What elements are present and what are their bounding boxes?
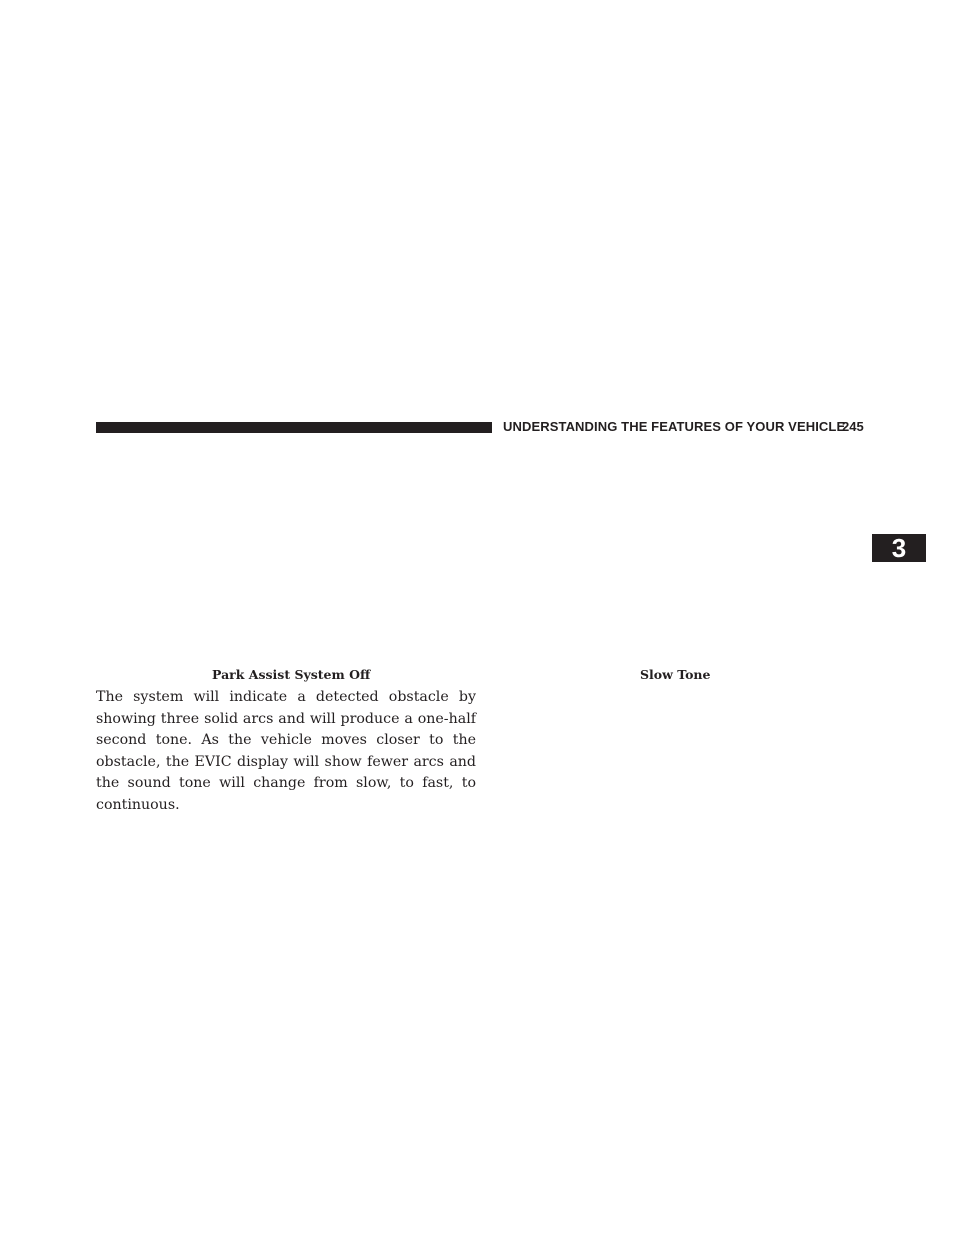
body-paragraph: The system will indicate a detected obstacle by showing three solid arcs and will produce a one-half second tone. As the vehicle moves closer to the obstacle, the EVIC display will show fewer arcs and the sound tone will change from slow, to fast, to continuous. <box>96 689 476 813</box>
header-rule-bar <box>96 422 492 433</box>
chapter-tab: 3 <box>872 534 926 562</box>
page-number: 245 <box>842 419 864 434</box>
section-title: UNDERSTANDING THE FEATURES OF YOUR VEHICLE <box>503 419 846 434</box>
figure-caption-park-assist-off: Park Assist System Off <box>212 667 371 682</box>
figure-caption-slow-tone: Slow Tone <box>640 667 711 682</box>
